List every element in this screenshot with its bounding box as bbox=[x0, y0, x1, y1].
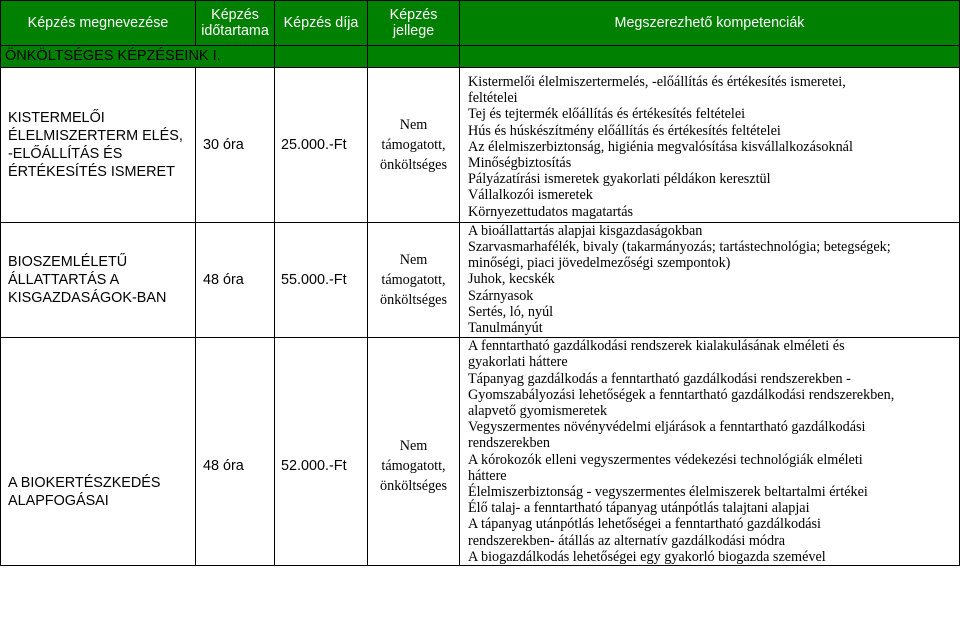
competency-item: háttere bbox=[468, 467, 507, 484]
competency-item: Élő talaj- a fenntartható tápanyag utánpótlás talajtani alapjai bbox=[468, 500, 810, 517]
competency-item: Szárnyasok bbox=[468, 287, 534, 304]
competency-item: A biogazdálkodás lehetőségei egy gyakorló biogazda szemével bbox=[468, 548, 826, 565]
competency-item: Tej és tejtermék előállítás és értékesítés feltételei bbox=[468, 106, 746, 123]
competency-item: A kórokozók elleni vegyszermentes védekezési technológiák elméleti bbox=[468, 451, 863, 468]
course-name: BIOSZEMLÉLETŰ ÁLLATTARTÁS A KISGAZDASÁGOK-BAN bbox=[1, 222, 196, 337]
section-row bbox=[1, 46, 960, 68]
course-type: Nem támogatott, önköltséges bbox=[368, 222, 460, 337]
header-competencies: Megszerezhető kompetenciák bbox=[460, 1, 960, 46]
competency-item: Élelmiszerbiztonság - vegyszermentes élelmiszerek beltartalmi értékei bbox=[468, 484, 868, 501]
competency-item: rendszerekben bbox=[468, 435, 550, 452]
competency-item: Minőségbiztosítás bbox=[468, 155, 572, 172]
course-competencies bbox=[460, 338, 960, 566]
course-row bbox=[1, 68, 960, 223]
header-training-type: Képzés jellege bbox=[368, 1, 460, 46]
course-row bbox=[1, 338, 960, 566]
header-training-name: Képzés megnevezése bbox=[1, 1, 196, 46]
course-type: Nem támogatott, önköltséges bbox=[368, 68, 460, 223]
competency-item: Gyomszabályozási lehetőségek a fenntartható gazdálkodási rendszerekben, bbox=[468, 386, 895, 403]
competency-item: Tápanyag gazdálkodás a fenntartható gazdálkodási rendszerekben - bbox=[468, 370, 851, 387]
course-competencies bbox=[460, 68, 960, 223]
competency-item: gyakorlati háttere bbox=[468, 354, 568, 371]
competency-item: feltételei bbox=[468, 90, 518, 107]
competency-item: Környezettudatos magatartás bbox=[468, 203, 634, 220]
competency-item: Pályázatírási ismeretek gyakorlati példákon keresztül bbox=[468, 171, 771, 188]
competency-item: Szarvasmarhafélék, bivaly (takarmányozás; tartástechnológia; betegségek; bbox=[468, 239, 891, 256]
competency-item: Vegyszermentes növényvédelmi eljárások a fenntartható gazdálkodási bbox=[468, 419, 866, 436]
header-row bbox=[1, 1, 960, 46]
competency-item: Vállalkozói ismeretek bbox=[468, 187, 593, 204]
competency-item: Hús és húskészítmény előállítás és értékesítés feltételei bbox=[468, 122, 781, 139]
section-spacer bbox=[368, 46, 460, 68]
course-competencies bbox=[460, 222, 960, 337]
section-title: ÖNKÖLTSÉGES KÉPZÉSEINK I. bbox=[1, 46, 275, 68]
competency-item: alapvető gyomismeretek bbox=[468, 403, 608, 420]
course-name: KISTERMELŐI ÉLELMISZERTERM ELÉS, -ELŐÁLLÍTÁS ÉS ÉRTÉKESÍTÉS ISMERET bbox=[1, 68, 196, 223]
course-row bbox=[1, 222, 960, 337]
competency-item: A bioállattartás alapjai kisgazdaságokban bbox=[468, 222, 703, 239]
competency-item: Sertés, ló, nyúl bbox=[468, 303, 554, 320]
header-training-price: Képzés díja bbox=[275, 1, 368, 46]
course-hours: 48 óra bbox=[196, 222, 275, 337]
course-price: 25.000.-Ft bbox=[275, 68, 368, 223]
competency-item: Az élelmiszerbiztonság, higiénia megvalósítása kisvállalkozásoknál bbox=[468, 138, 853, 155]
course-name: A BIOKERTÉSZKEDÉS ALAPFOGÁSAI bbox=[1, 338, 196, 566]
competency-item: Tanulmányút bbox=[468, 320, 543, 337]
course-hours: 30 óra bbox=[196, 68, 275, 223]
course-hours: 48 óra bbox=[196, 338, 275, 566]
competency-item: minőségi, piaci jövedelmezőségi szempontok) bbox=[468, 255, 731, 272]
header-training-duration: Képzés időtartama bbox=[196, 1, 275, 46]
competency-item: A fenntartható gazdálkodási rendszerek kialakulásának elméleti és bbox=[468, 338, 845, 355]
competency-item: A tápanyag utánpótlás lehetőségei a fenntartható gazdálkodási bbox=[468, 516, 821, 533]
section-spacer bbox=[275, 46, 368, 68]
competency-item: rendszerekben- átállás az alternatív gazdálkodási módra bbox=[468, 532, 786, 549]
competency-item: Juhok, kecskék bbox=[468, 271, 555, 288]
section-spacer bbox=[460, 46, 960, 68]
course-type: Nem támogatott, önköltséges bbox=[368, 338, 460, 566]
competency-item: Kistermelői élelmiszertermelés, -előállítás és értékesítés ismeretei, bbox=[468, 74, 846, 90]
course-price: 52.000.-Ft bbox=[275, 338, 368, 566]
course-price: 55.000.-Ft bbox=[275, 222, 368, 337]
